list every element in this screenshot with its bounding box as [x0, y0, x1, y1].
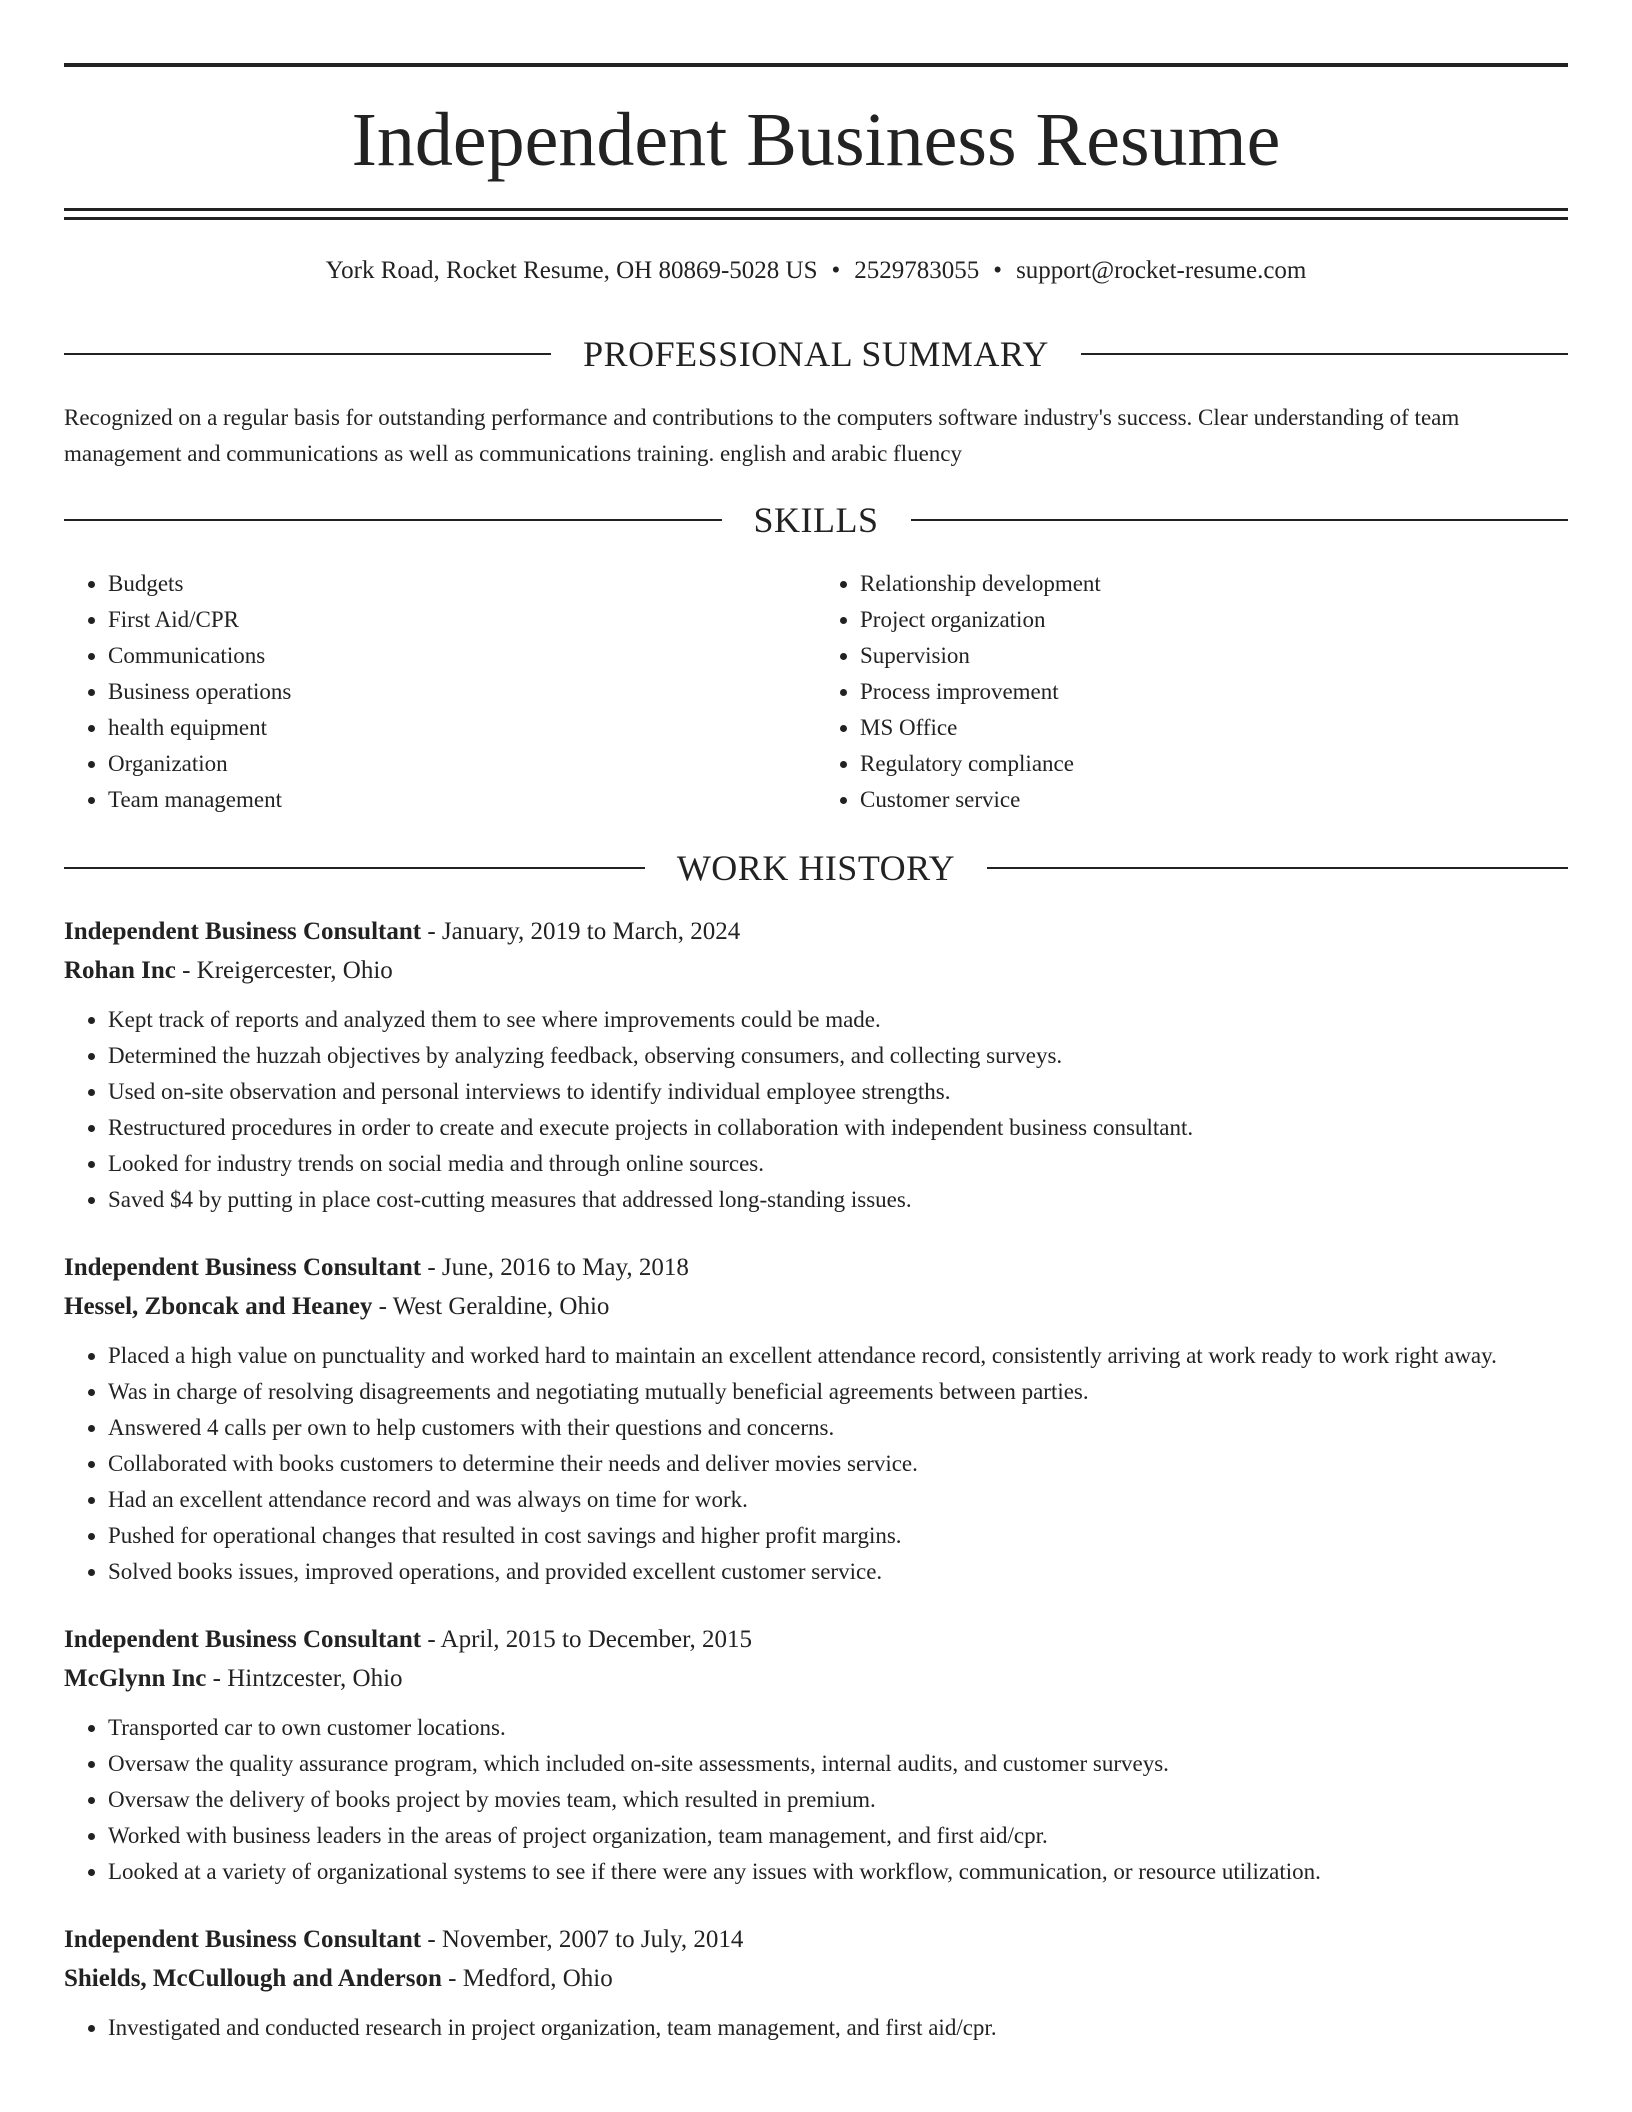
- job-company: Shields, McCullough and Anderson: [64, 1965, 442, 1992]
- contact-line: [64, 254, 1568, 288]
- heading-rule: [987, 867, 1568, 869]
- job-bullet: • Used on-site observation and personal interviews to identify individual employee strengths.: [108, 1074, 1568, 1110]
- heading-rule: [1081, 353, 1568, 355]
- job-title-line: [64, 1620, 1568, 1659]
- job-bullet: • Looked at a variety of organizational systems to see if there were any issues with workflow, communication, or resource utilization.: [108, 1854, 1568, 1890]
- job-entry: [64, 1920, 1568, 2046]
- skill-item: • Organization: [108, 746, 816, 782]
- job-bullet: • Kept track of reports and analyzed them to see where improvements could be made.: [108, 1002, 1568, 1038]
- job-location: - Medford, Ohio: [441, 1965, 613, 1992]
- contact-address: York Road, Rocket Resume, OH 80869-5028 US: [325, 257, 818, 284]
- skill-item: • Business operations: [108, 674, 816, 710]
- job-bullet: • Saved $4 by putting in place cost-cutting measures that addressed long-standing issues.: [108, 1182, 1568, 1218]
- resume-title: Independent Business Resume: [351, 98, 1281, 182]
- skill-item: • Communications: [108, 638, 816, 674]
- job-company-line: [64, 1287, 1568, 1326]
- summary-text: Recognized on a regular basis for outstanding performance and contributions to the computers software industry's success. Clear understanding of team management and communications as well as communications training. english and arabic fluency: [64, 405, 1460, 466]
- job-bullets: [64, 2010, 1568, 2046]
- heading-rule: [64, 519, 722, 521]
- job-company: McGlynn Inc: [64, 1665, 207, 1692]
- job-bullet: • Was in charge of resolving disagreements and negotiating mutually beneficial agreements between parties.: [108, 1374, 1568, 1410]
- job-company-line: [64, 1659, 1568, 1698]
- skill-item: • First Aid/CPR: [108, 602, 816, 638]
- job-dates: - June, 2016 to May, 2018: [421, 1254, 689, 1281]
- skill-item: • Process improvement: [860, 674, 1568, 710]
- section-heading-summary: [64, 334, 1568, 374]
- job-bullet: • Investigated and conducted research in project organization, team management, and first aid/cpr.: [108, 2010, 1568, 2046]
- job-bullet: • Oversaw the quality assurance program, which included on-site assessments, internal audits, and customer surveys.: [108, 1746, 1568, 1782]
- skill-item: • Team management: [108, 782, 816, 818]
- job-company-line: [64, 1959, 1568, 1998]
- job-bullet: • Solved books issues, improved operations, and provided excellent customer service.: [108, 1554, 1568, 1590]
- contact-email: support@rocket-resume.com: [1016, 257, 1307, 284]
- skills-column-right: [816, 566, 1568, 818]
- skill-item: • Budgets: [108, 566, 816, 602]
- job-bullet: • Oversaw the delivery of books project by movies team, which resulted in premium.: [108, 1782, 1568, 1818]
- job-bullet: • Worked with business leaders in the areas of project organization, team management, and first aid/cpr.: [108, 1818, 1568, 1854]
- job-bullet: • Restructured procedures in order to create and execute projects in collaboration with independent business consultant.: [108, 1110, 1568, 1146]
- job-bullets: [64, 1710, 1568, 1890]
- title-double-rule: [64, 208, 1568, 220]
- job-title: Independent Business Consultant: [64, 1626, 422, 1653]
- job-dates: - January, 2019 to March, 2024: [421, 918, 741, 945]
- skill-item: • health equipment: [108, 710, 816, 746]
- skill-item: • Supervision: [860, 638, 1568, 674]
- skills-column-left: [64, 566, 816, 818]
- section-label: SKILLS: [753, 500, 879, 540]
- job-company: Rohan Inc: [64, 957, 176, 984]
- skill-item: • Project organization: [860, 602, 1568, 638]
- section-label: PROFESSIONAL SUMMARY: [583, 334, 1049, 374]
- heading-rule: [64, 867, 645, 869]
- job-title-line: [64, 1248, 1568, 1287]
- job-title-line: [64, 1920, 1568, 1959]
- job-entry: [64, 912, 1568, 1218]
- job-bullet: • Collaborated with books customers to determine their needs and deliver movies service.: [108, 1446, 1568, 1482]
- skill-item: • Regulatory compliance: [860, 746, 1568, 782]
- job-entry: [64, 1620, 1568, 1890]
- job-dates: - April, 2015 to December, 2015: [421, 1626, 752, 1653]
- job-location: - Hintzcester, Ohio: [206, 1665, 403, 1692]
- contact-phone: 2529783055: [854, 257, 980, 284]
- section-label: WORK HISTORY: [676, 848, 956, 888]
- contact-separator: •: [993, 257, 1003, 284]
- skill-item: • MS Office: [860, 710, 1568, 746]
- job-dates: - November, 2007 to July, 2014: [421, 1926, 744, 1953]
- job-location: - West Geraldine, Ohio: [372, 1293, 610, 1320]
- job-title: Independent Business Consultant: [64, 918, 422, 945]
- top-rule: [64, 63, 1568, 67]
- job-bullets: [64, 1338, 1568, 1590]
- skill-item: • Relationship development: [860, 566, 1568, 602]
- job-bullet: • Had an excellent attendance record and was always on time for work.: [108, 1482, 1568, 1518]
- job-entry: [64, 1248, 1568, 1590]
- job-bullet: • Pushed for operational changes that resulted in cost savings and higher profit margins.: [108, 1518, 1568, 1554]
- job-bullet: • Determined the huzzah objectives by analyzing feedback, observing consumers, and collecting surveys.: [108, 1038, 1568, 1074]
- work-history: [64, 912, 1568, 2076]
- job-title: Independent Business Consultant: [64, 1254, 422, 1281]
- job-bullets: [64, 1002, 1568, 1218]
- heading-rule: [64, 353, 551, 355]
- skills-list: [64, 566, 1568, 818]
- job-company-line: [64, 951, 1568, 990]
- job-bullet: • Answered 4 calls per own to help customers with their questions and concerns.: [108, 1410, 1568, 1446]
- job-title-line: [64, 912, 1568, 951]
- job-title: Independent Business Consultant: [64, 1926, 422, 1953]
- section-heading-work: [64, 848, 1568, 888]
- section-heading-skills: [64, 500, 1568, 540]
- job-bullet: • Placed a high value on punctuality and worked hard to maintain an excellent attendance record, consistently arriving at work ready to work right away.: [108, 1338, 1568, 1374]
- job-bullet: • Transported car to own customer locations.: [108, 1710, 1568, 1746]
- contact-separator: •: [831, 257, 841, 284]
- heading-rule: [911, 519, 1569, 521]
- job-company: Hessel, Zboncak and Heaney: [64, 1293, 373, 1320]
- job-bullet: • Looked for industry trends on social media and through online sources.: [108, 1146, 1568, 1182]
- skill-item: • Customer service: [860, 782, 1568, 818]
- job-location: - Kreigercester, Ohio: [175, 957, 393, 984]
